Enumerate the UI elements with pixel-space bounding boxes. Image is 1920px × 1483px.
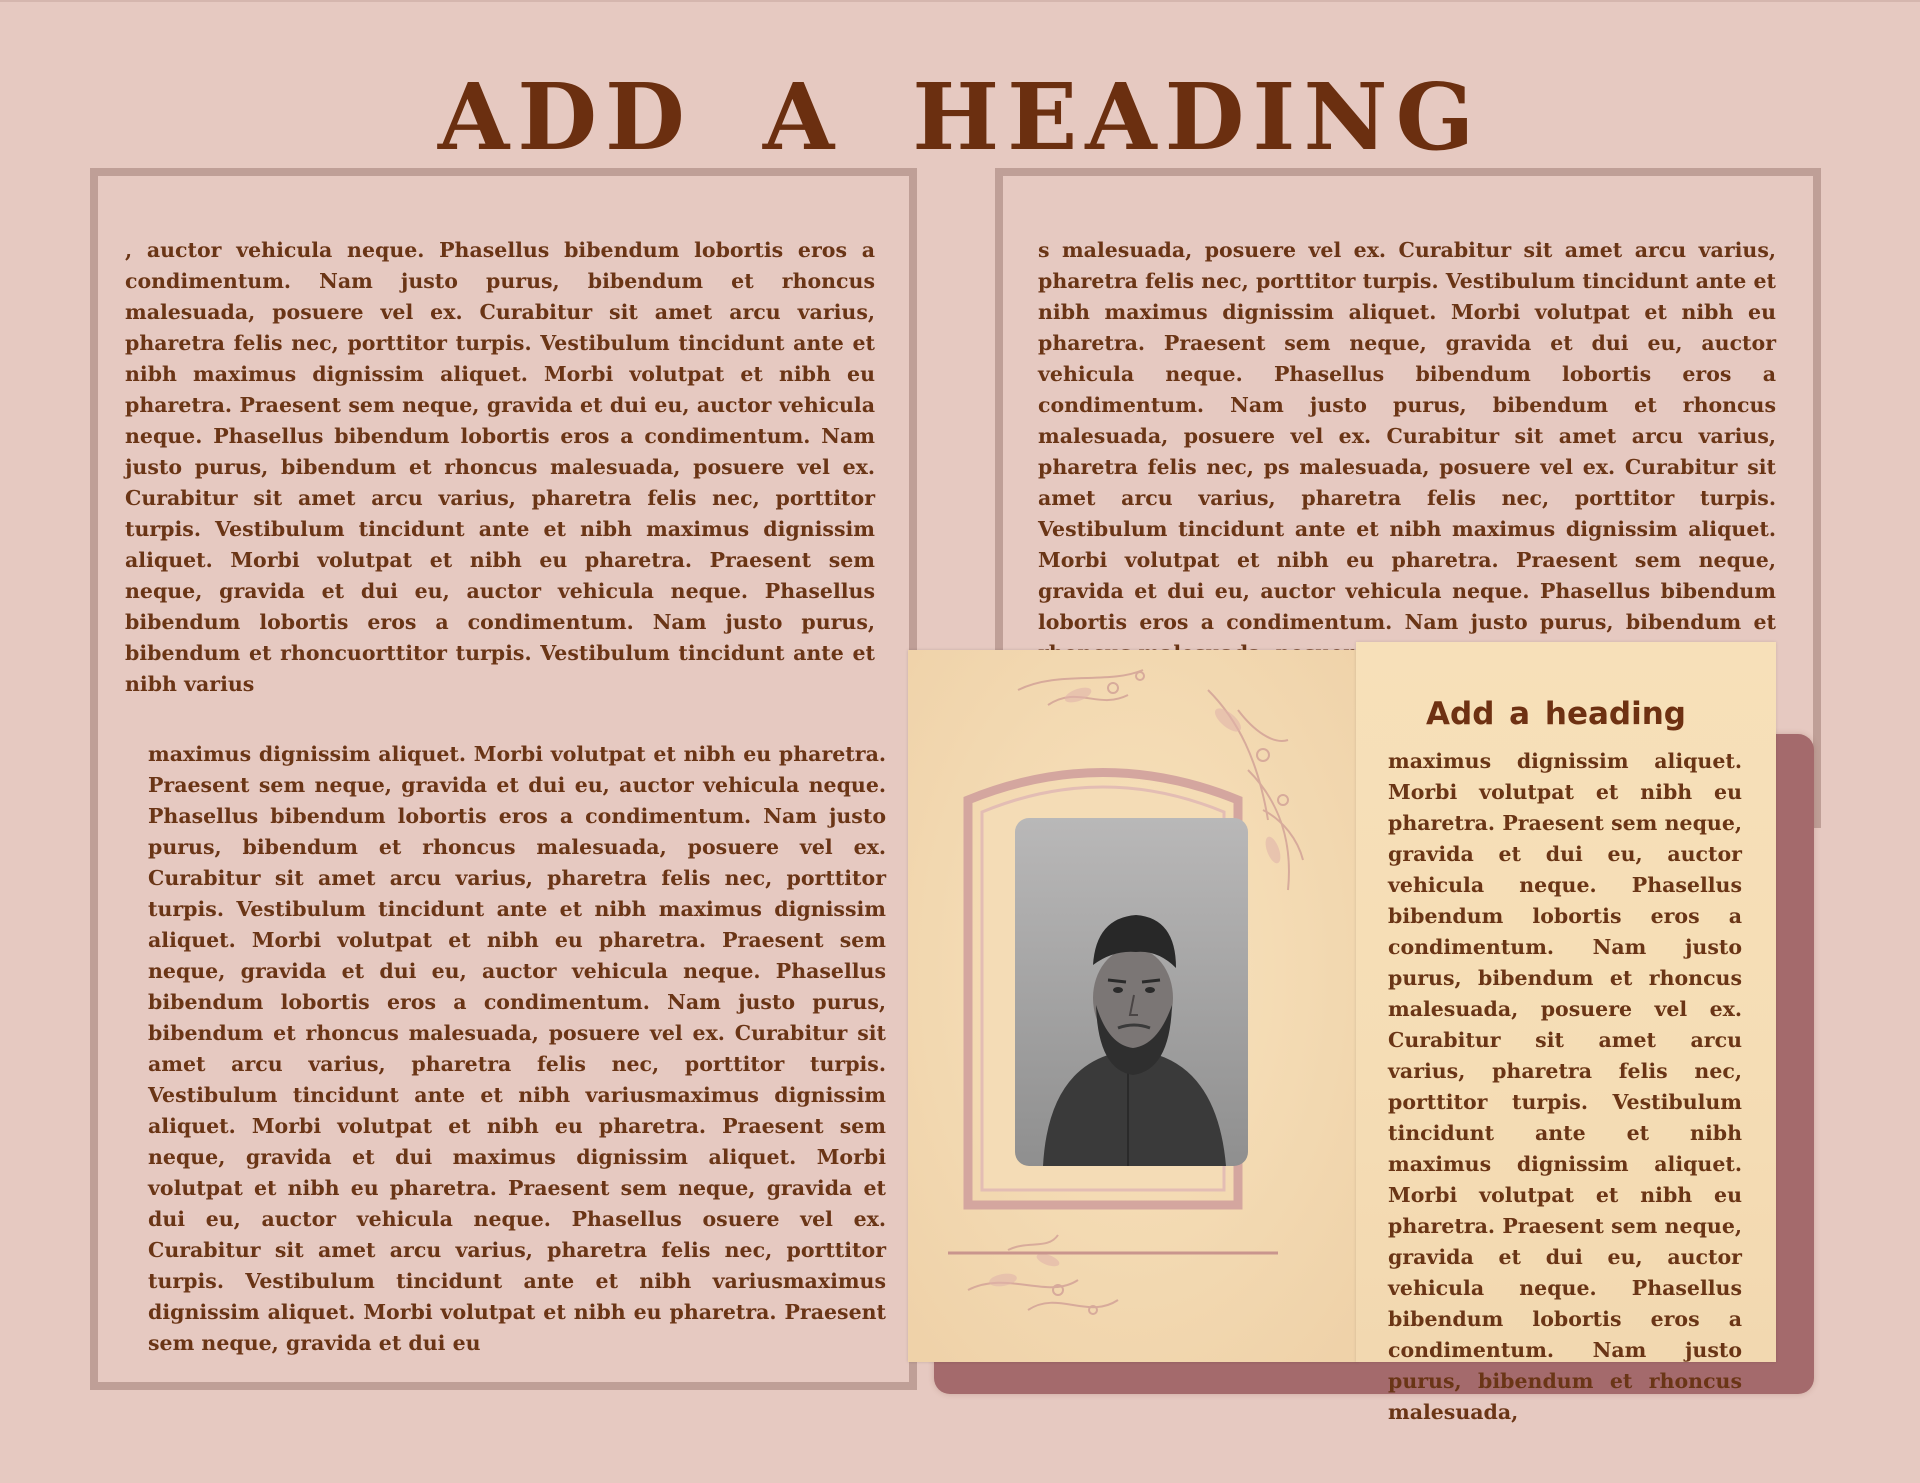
card-body-text[interactable]: maximus dignissim aliquet. Morbi volutpat et nibh eu pharetra. Praesent sem neque, gravida et dui eu, auctor vehicula neque. Phasellus bibendum lobortis eros a condimentum. Nam justo purus, bibendum et rhoncus malesuada, posuere vel ex. Curabitur sit amet arcu varius, pharetra felis nec, porttitor turpis. Vestibulum tincidunt ante et nibh maximus dignissim aliquet. Morbi volutpat et nibh eu pharetra. Praesent sem neque, gravida et dui eu, auctor vehicula neque. Phasellus bibendum lobortis eros a condimentum. Nam justo purus, bibendum et rhoncus malesuada, bbox=[1388, 749, 1742, 1424]
left-top-paragraph[interactable]: , auctor vehicula neque. Phasellus bibendum lobortis eros a condimentum. Nam justo purus, bibendum et rhoncus malesuada, posuere vel ex. Curabitur sit amet arcu varius, pharetra felis nec, porttitor turpis. Vestibulum tincidunt ante et nibh maximus dignissim aliquet. Morbi volutpat et nibh eu pharetra. Praesent sem neque, gravida et dui eu, auctor vehicula neque. Phasellus bibendum lobortis eros a condimentum. Nam justo purus, bibendum et rhoncus malesuada, posuere vel ex. Curabitur sit amet arcu varius, pharetra felis nec, porttitor turpis. Vestibulum tincidunt ante et nibh maximus dignissim aliquet. Morbi volutpat et nibh eu pharetra. Praesent sem neque, gravida et dui eu, auctor vehicula neque. Phasellus bibendum lobortis eros a condimentum. Nam justo purus, bibendum et rhoncuorttitor turpis. Vestibulum tincidunt ante et nibh varius bbox=[125, 238, 875, 696]
photo-card[interactable] bbox=[908, 650, 1358, 1362]
page-title[interactable]: ADD A HEADING bbox=[437, 63, 1483, 171]
left-bottom-paragraph[interactable]: maximus dignissim aliquet. Morbi volutpat et nibh eu pharetra. Praesent sem neque, gravida et dui eu, auctor vehicula neque. Phasellus bibendum lobortis eros a condimentum. Nam justo purus, bibendum et rhoncus malesuada, posuere vel ex. Curabitur sit amet arcu varius, pharetra felis nec, porttitor turpis. Vestibulum tincidunt ante et nibh maximus dignissim aliquet. Morbi volutpat et nibh eu pharetra. Praesent sem neque, gravida et dui eu, auctor vehicula neque. Phasellus bibendum lobortis eros a condimentum. Nam justo purus, bibendum et rhoncus malesuada, posuere vel ex. Curabitur sit amet arcu varius, pharetra felis nec, porttitor turpis. Vestibulum tincidunt ante et nibh variusmaximus dignissim aliquet. Morbi volutpat et nibh eu pharetra. Praesent sem neque, gravida et dui maximus dignissim aliquet. Morbi volutpat et nibh eu pharetra. Praesent sem neque, gravida et dui eu, auctor vehicula neque. Phasellus osuere vel ex. Curabitur sit amet arcu varius, pharetra felis nec, porttitor turpis. Vestibulum tincidunt ante et nibh variusmaximus dignissim aliquet. Morbi volutpat et nibh eu pharetra. Praesent sem neque, gravida et dui eu bbox=[148, 742, 886, 1355]
right-top-paragraph[interactable]: s malesuada, posuere vel ex. Curabitur sit amet arcu varius, pharetra felis nec, porttitor turpis. Vestibulum tincidunt ante et nibh maximus dignissim aliquet. Morbi volutpat et nibh eu pharetra. Praesent sem neque, gravida et dui eu, auctor vehicula neque. Phasellus bibendum lobortis eros a condimentum. Nam justo purus, bibendum et rhoncus malesuada, posuere vel ex. Curabitur sit amet arcu varius, pharetra felis nec, ps malesuada, posuere vel ex. Curabitur sit amet arcu varius, pharetra felis nec, porttitor turpis. Vestibulum tincidunt ante et nibh maximus dignissim aliquet. Morbi volutpat et nibh eu pharetra. Praesent sem neque, gravida et dui eu, auctor vehicula neque. Phasellus bibendum lobortis eros a condimentum. Nam justo purus, bibendum et bbox=[1038, 238, 1776, 634]
top-rule bbox=[0, 0, 1920, 2]
card-heading[interactable]: Add a heading bbox=[1426, 696, 1686, 732]
text-card[interactable] bbox=[1356, 642, 1776, 1424]
vintage-frame-illustration bbox=[908, 650, 1358, 1362]
